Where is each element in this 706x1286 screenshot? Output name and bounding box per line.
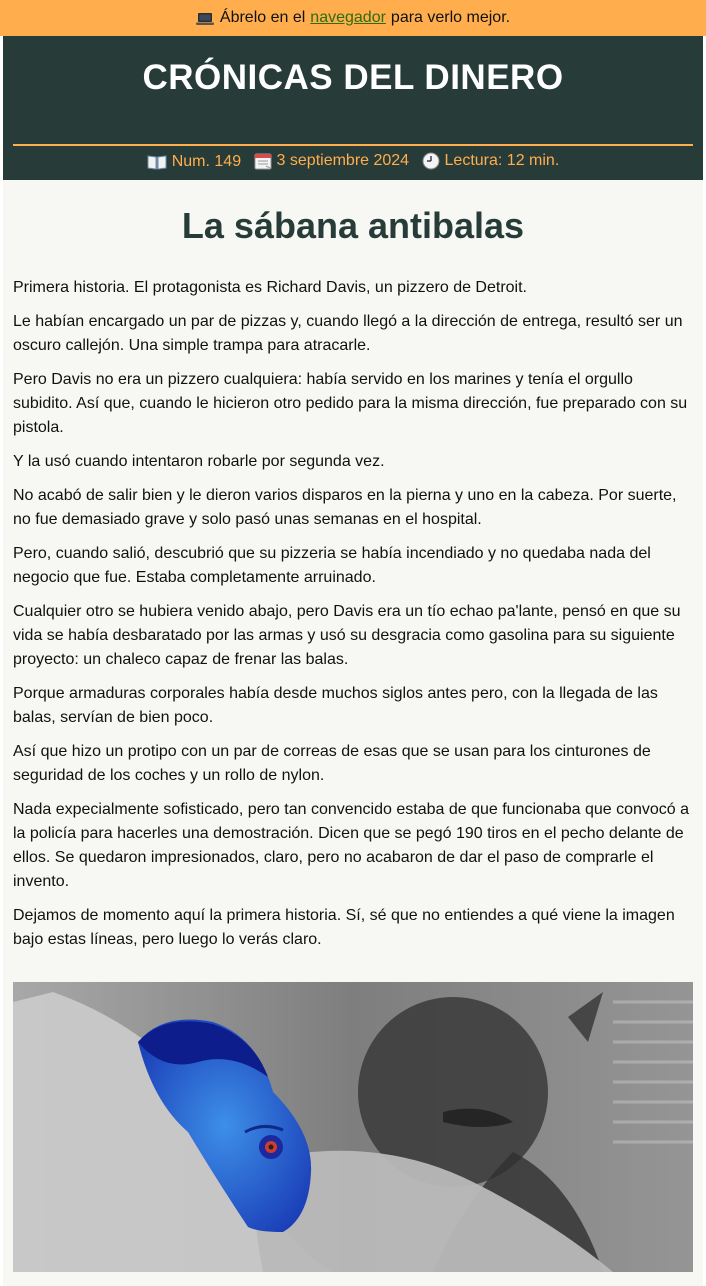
banner-text-after: para verlo mejor. [390,9,511,26]
article-title: La sábana antibalas [181,205,525,246]
article-paragraph: Nada expecialmente sofisticado, pero tan convencido estaba de que funcionaba que convocó a la policía para hacerles una demostración. Dicen que se pegó 190 tiros en el pecho delante de ellos. Se quedaron impresionados, claro, pero no acabaron de dar el paso de comprarle el invento. [13,801,690,890]
article-paragraph: Primera historia. El protagonista es Richard Davis, un pizzero de Detroit. [13,279,527,296]
article-paragraph: Pero Davis no era un pizzero cualquiera: había servido en los marines y tenía el orgullo subidito. Así que, cuando le hicieron otro pedido para la misma dirección, fue preparado con su pistola. [13,371,688,436]
article-paragraph: Le habían encargado un par de pizzas y, cuando llegó a la dirección de entrega, resultó ser un oscuro callejón. Una simple trampa para atracarle. [13,313,683,354]
issue-meta [3,152,703,175]
newsletter-header [3,36,703,180]
laptop-icon [196,12,214,26]
open-in-browser-banner [0,0,706,36]
clock-icon [422,152,440,170]
issue-number [147,153,241,171]
banner-text-before: Ábrelo en el [219,9,306,26]
calendar-icon [254,152,272,170]
issue-date-text: 3 septiembre 2024 [276,152,410,169]
article-paragraph: Y la usó cuando intentaron robarle por segunda vez. [13,453,385,470]
article-illustration [13,982,693,1272]
article-paragraph: Porque armaduras corporales había desde muchos siglos antes pero, con la llegada de las balas, servían de bien poco. [13,685,658,726]
issue-number-text: Num. 149 [171,153,242,170]
newsletter-title: CRÓNICAS DEL DINERO [142,58,564,97]
article-container [3,180,703,1286]
article-paragraph: Así que hizo un protipo con un par de correas de esas que se usan para los cinturones de seguridad de los coches y un rollo de nylon. [13,743,651,784]
book-icon [147,154,167,170]
article-paragraph: No acabó de salir bien y le dieron varios disparos en la pierna y uno en la cabeza. Por suerte, no fue demasiado grave y solo pasó unas semanas en el hospital. [13,487,677,528]
reading-time [422,152,560,170]
article-paragraph: Pero, cuando salió, descubrió que su pizzeria se había incendiado y no quedaba nada del negocio que fue. Estaba completamente arruinado. [13,545,651,586]
reading-time-text: Lectura: 12 min. [444,152,560,169]
article-body [13,276,695,962]
browser-link[interactable]: navegador [310,9,386,26]
header-divider [13,144,693,146]
issue-date [254,152,410,170]
article-paragraph: Dejamos de momento aquí la primera historia. Sí, sé que no entiendes a qué viene la imagen bajo estas líneas, pero luego lo verás claro. [13,907,675,948]
article-paragraph: Cualquier otro se hubiera venido abajo, pero Davis era un tío echao pa'lante, pensó en que su vida se había desbaratado por las armas y usó su desgracia como gasolina para su siguiente proyecto: un chaleco capaz de frenar las balas. [13,603,681,668]
